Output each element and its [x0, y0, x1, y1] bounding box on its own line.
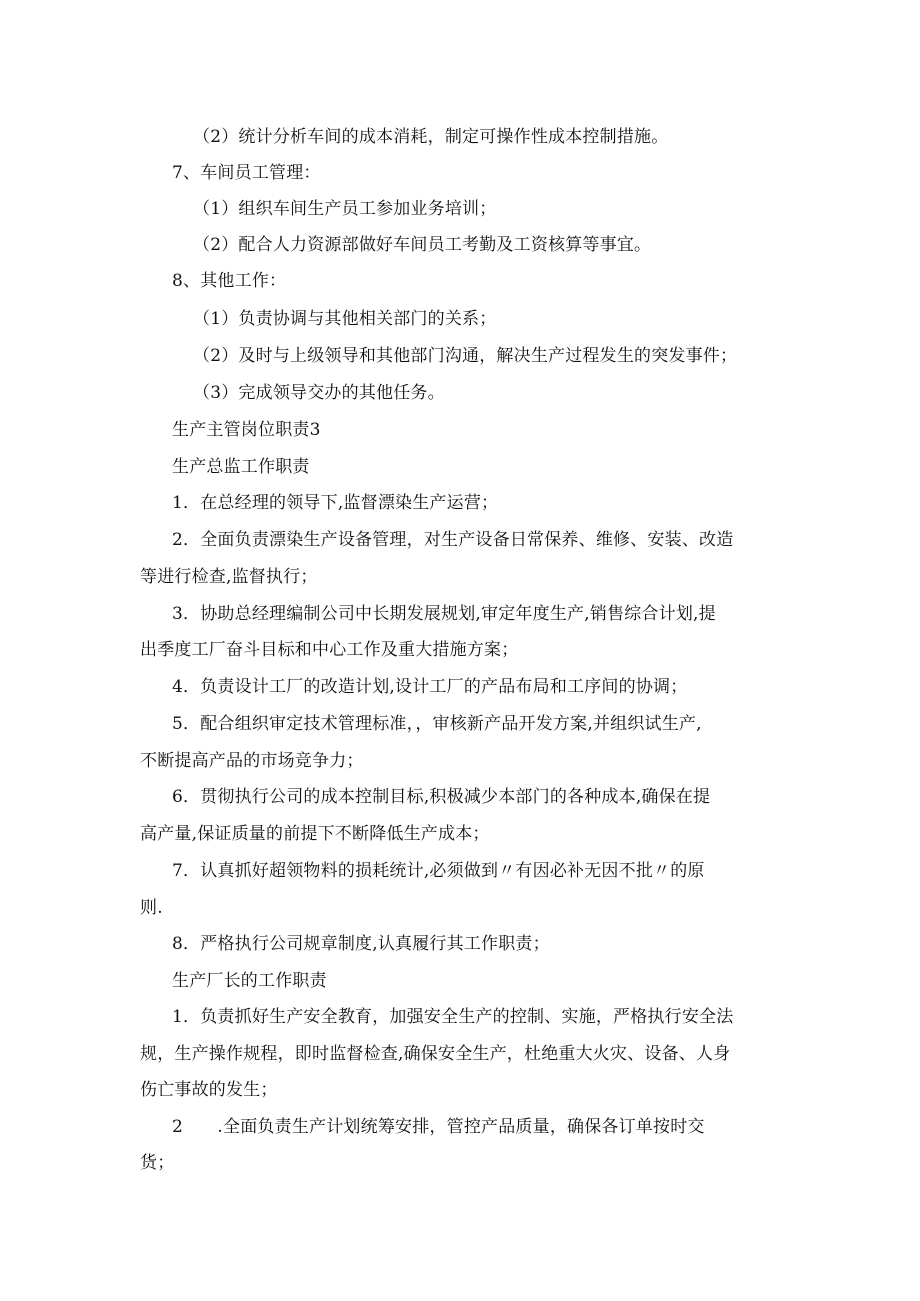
list-item: 3．协助总经理编制公司中长期发展规划,审定年度生产,销售综合计划,提: [172, 604, 716, 624]
list-item: 1．在总经理的领导下,监督漂染生产运营；: [172, 493, 499, 513]
list-item: 7．认真抓好超领物料的损耗统计,必须做到〃有因必补无因不批〃的原: [172, 861, 705, 881]
list-item: 6．贯彻执行公司的成本控制目标,积极减少本部门的各种成本,确保在提: [172, 787, 711, 807]
list-item-continuation: 货；: [140, 1153, 175, 1173]
list-item-continuation: 等进行检查,监督执行；: [140, 567, 318, 587]
text-line: （2）配合人力资源部做好车间员工考勤及工资核算等事宜。: [193, 235, 652, 255]
list-item-continuation: 规，生产操作规程，即时监督检查,确保安全生产，杜绝重大火灾、设备、人身: [140, 1044, 731, 1064]
list-item: 2．全面负责漂染生产设备管理，对生产设备日常保养、维修、安装、改造: [172, 530, 734, 550]
list-item: 2 .全面负责生产计划统筹安排，管控产品质量，确保各订单按时交: [172, 1117, 705, 1137]
text-line: （2）及时与上级领导和其他部门沟通，解决生产过程发生的突发事件；: [193, 346, 738, 366]
section-title: 生产总监工作职责: [172, 457, 310, 477]
section-title: 生产厂长的工作职责: [172, 971, 327, 991]
text-line: （1）组织车间生产员工参加业务培训；: [193, 199, 497, 219]
list-item-continuation: 则.: [140, 898, 163, 918]
list-item-continuation: 伤亡事故的发生；: [140, 1080, 278, 1100]
list-item: 5．配合组织审定技术管理标准，，审核新产品开发方案,并组织试生产,: [172, 714, 702, 734]
section-heading: 7、车间员工管理：: [172, 163, 321, 183]
section-title: 生产主管岗位职责3: [172, 420, 321, 440]
list-item: 8．严格执行公司规章制度,认真履行其工作职责；: [172, 934, 550, 954]
text-line: （3）完成领导交办的其他任务。: [193, 383, 445, 403]
text-line: （1）负责协调与其他相关部门的关系；: [193, 309, 497, 329]
list-item: 1．负责抓好生产安全教育，加强安全生产的控制、实施，严格执行安全法: [172, 1007, 734, 1027]
list-item: 4．负责设计工厂的改造计划,设计工厂的产品布局和工序间的协调；: [172, 677, 688, 697]
list-item-continuation: 不断提高产品的市场竞争力；: [140, 751, 364, 771]
list-item-continuation: 出季度工厂奋斗目标和中心工作及重大措施方案；: [140, 640, 519, 660]
text-line: （2）统计分析车间的成本消耗，制定可操作性成本控制措施。: [193, 127, 669, 147]
list-item-continuation: 高产量,保证质量的前提下不断降低生产成本；: [140, 824, 490, 844]
section-heading: 8、其他工作：: [172, 271, 287, 291]
